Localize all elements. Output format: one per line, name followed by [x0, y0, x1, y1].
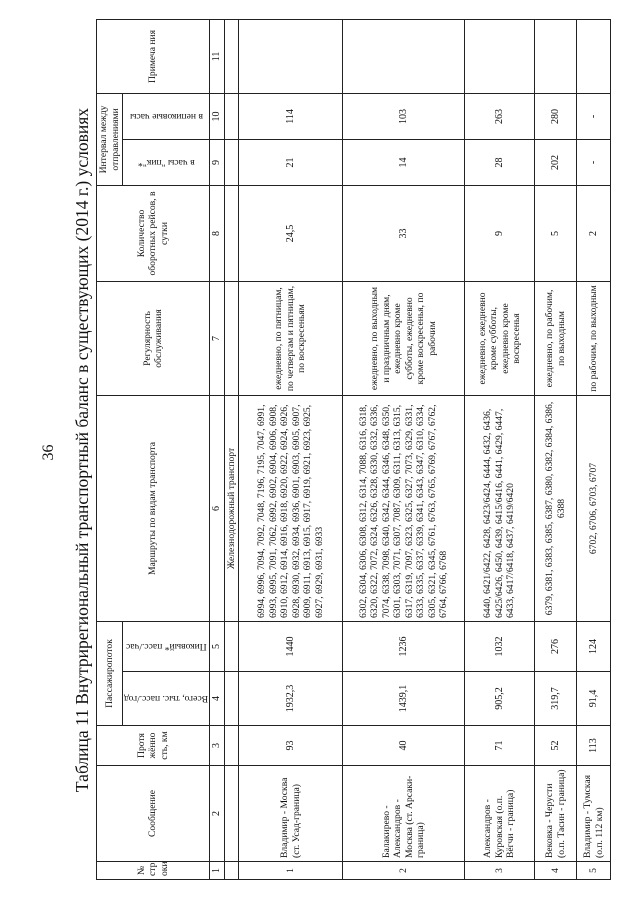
table-row: [577, 19, 611, 879]
row-num: 3: [465, 862, 535, 880]
transport-balance-table: [96, 19, 611, 880]
row-routes: 6302, 6304, 6306, 6308, 6312, 6314, 7088, 6316, 6318, 6320, 6322, 7072, 6324, 6326, 6328, 6330, 6332, 6336, 7074, 6338, 7098, 6340, 6342, 6344, 6346, 6348, 6350, 6301, 6303, 7071, 6307, 7087, 6309, 6311, 6313, 6315, 6317, 6319, 7097, 6323, 6325, 6327, 7073, 6329, 6331, 6333, 6335, 6337, 6339, 6341, 6343, 6347, 6310, 6334, 6305, 6321, 6345, 6761, 6763, 6765, 6769, 6767, 6762, 6764, 6766, 6768: [343, 395, 465, 621]
header-turnover: Количество оборотных рейсов, в сутки: [97, 185, 210, 281]
row-length: 113: [577, 726, 611, 766]
row-off-peak: 280: [535, 93, 577, 139]
row-length: 52: [535, 726, 577, 766]
row-routes: 6440, 6421/6422, 6428, 6423/6424, 6444, 6432, 6436, 6425/6426, 6450, 6439, 6415/6416, 6441, 6429, 6447, 6433, 6417/6418, 6437, 6419/6420: [465, 395, 535, 621]
row-regularity: ежедневно, по рабочим, по выходным: [535, 281, 577, 395]
header-message: Сообщение: [97, 766, 210, 862]
table-caption: Таблица 11 Внутрирегиональный транспортный баланс в существующих (2014 г.) условиях: [72, 107, 92, 793]
header-total: Всего, тыс. пасс./год: [123, 672, 210, 726]
header-peak: Пиковый* пасс./час: [123, 621, 210, 671]
header-peak-hour: в часы "пик"*: [123, 139, 210, 185]
column-number-row: [210, 19, 225, 879]
row-turnover: 5: [535, 185, 577, 281]
row-off-peak: -: [577, 93, 611, 139]
row-off-peak: 103: [343, 93, 465, 139]
row-routes: 6994, 6996, 7094, 7092, 7048, 7196, 7195, 7047, 6991, 6993, 6995, 7091, 7062, 6992, 6902, 6904, 6906, 6908, 6910, 6912, 6914, 6916, 6918, 6920, 6922, 6924, 6926, 6928, 6930, 6932, 6934, 6936, 6901, 6903, 6905, 6907, 6909, 6911, 6913, 6915, 6917, 6919, 6921, 6923, 6925, 6927, 6929, 6931, 6933: [239, 395, 343, 621]
header-interval: Интервал между отправлениями: [97, 93, 123, 185]
row-message: Александров - Куровская (о.п. Вёгчи - граница): [465, 766, 535, 862]
header-num: № стр оки: [97, 862, 210, 880]
table-row: [465, 19, 535, 879]
row-peak: 1236: [343, 621, 465, 671]
row-message: Владимир - Москва (ст. Усад-граница): [239, 766, 343, 862]
row-peak-hour: -: [577, 139, 611, 185]
row-regularity: по рабочим, по выходным: [577, 281, 611, 395]
column-number: 7: [210, 281, 225, 395]
column-number: 5: [210, 621, 225, 671]
column-number: 6: [210, 395, 225, 621]
row-peak: 276: [535, 621, 577, 671]
row-peak-hour: 21: [239, 139, 343, 185]
header-off-peak: в непиковые часы: [123, 93, 210, 139]
row-message: Владимир - Тумская (о.п. 112 км): [577, 766, 611, 862]
row-notes: [535, 19, 577, 93]
header-routes: Маршруты по видам транспорта: [97, 395, 210, 621]
row-total: 905,2: [465, 672, 535, 726]
row-peak: 124: [577, 621, 611, 671]
row-notes: [465, 19, 535, 93]
row-total: 1932,3: [239, 672, 343, 726]
row-notes: [343, 19, 465, 93]
row-num: 1: [239, 862, 343, 880]
column-number: 10: [210, 93, 225, 139]
row-peak-hour: 14: [343, 139, 465, 185]
table-row: [239, 19, 343, 879]
page-number: 36: [40, 444, 57, 461]
row-length: 71: [465, 726, 535, 766]
row-num: 2: [343, 862, 465, 880]
column-number: 2: [210, 766, 225, 862]
header-passenger-flow: Пассажиропоток: [97, 621, 123, 725]
row-routes: 6702, 6706, 6703, 6707: [577, 395, 611, 621]
row-peak: 1440: [239, 621, 343, 671]
row-notes: [239, 19, 343, 93]
row-notes: [577, 19, 611, 93]
table-row: [343, 19, 465, 879]
row-turnover: 33: [343, 185, 465, 281]
column-number: 3: [210, 726, 225, 766]
row-off-peak: 263: [465, 93, 535, 139]
header-notes: Примеча ния: [97, 19, 210, 93]
row-num: 5: [577, 862, 611, 880]
column-number: 1: [210, 862, 225, 880]
row-total: 91,4: [577, 672, 611, 726]
row-routes: 6379, 6381, 6383, 6385, 6387, 6380, 6382, 6384, 6386, 6388: [535, 395, 577, 621]
row-length: 93: [239, 726, 343, 766]
row-off-peak: 114: [239, 93, 343, 139]
row-regularity: ежедневно, по пятницам, по четвергам и пятницам, по воскресеньям: [239, 281, 343, 395]
column-number: 11: [210, 19, 225, 93]
row-turnover: 24,5: [239, 185, 343, 281]
row-regularity: ежедневно, по выходным и праздничным дням, ежедневно кроме субботы, ежедневно кроме воскресенья, по рабочим: [343, 281, 465, 395]
section-title: Железнодорожный транспорт: [224, 395, 239, 621]
row-message: Вековка - Черусти (о.п. Тасин - граница): [535, 766, 577, 862]
row-peak-hour: 28: [465, 139, 535, 185]
column-number: 9: [210, 139, 225, 185]
row-total: 1439,1: [343, 672, 465, 726]
row-turnover: 9: [465, 185, 535, 281]
column-number: 8: [210, 185, 225, 281]
row-message: Балакирево - Александров - Москва (ст. Арсаки-граница): [343, 766, 465, 862]
header-length: Протя жённо сть, км: [97, 726, 210, 766]
row-length: 40: [343, 726, 465, 766]
column-number: 4: [210, 672, 225, 726]
row-turnover: 2: [577, 185, 611, 281]
row-peak: 1032: [465, 621, 535, 671]
row-num: 4: [535, 862, 577, 880]
row-peak-hour: 202: [535, 139, 577, 185]
table-row: [535, 19, 577, 879]
header-regularity: Регулярность обслуживания: [97, 281, 210, 395]
row-regularity: ежедневно, ежедневно кроме субботы, ежедневно кроме воскресенья: [465, 281, 535, 395]
row-total: 319,7: [535, 672, 577, 726]
